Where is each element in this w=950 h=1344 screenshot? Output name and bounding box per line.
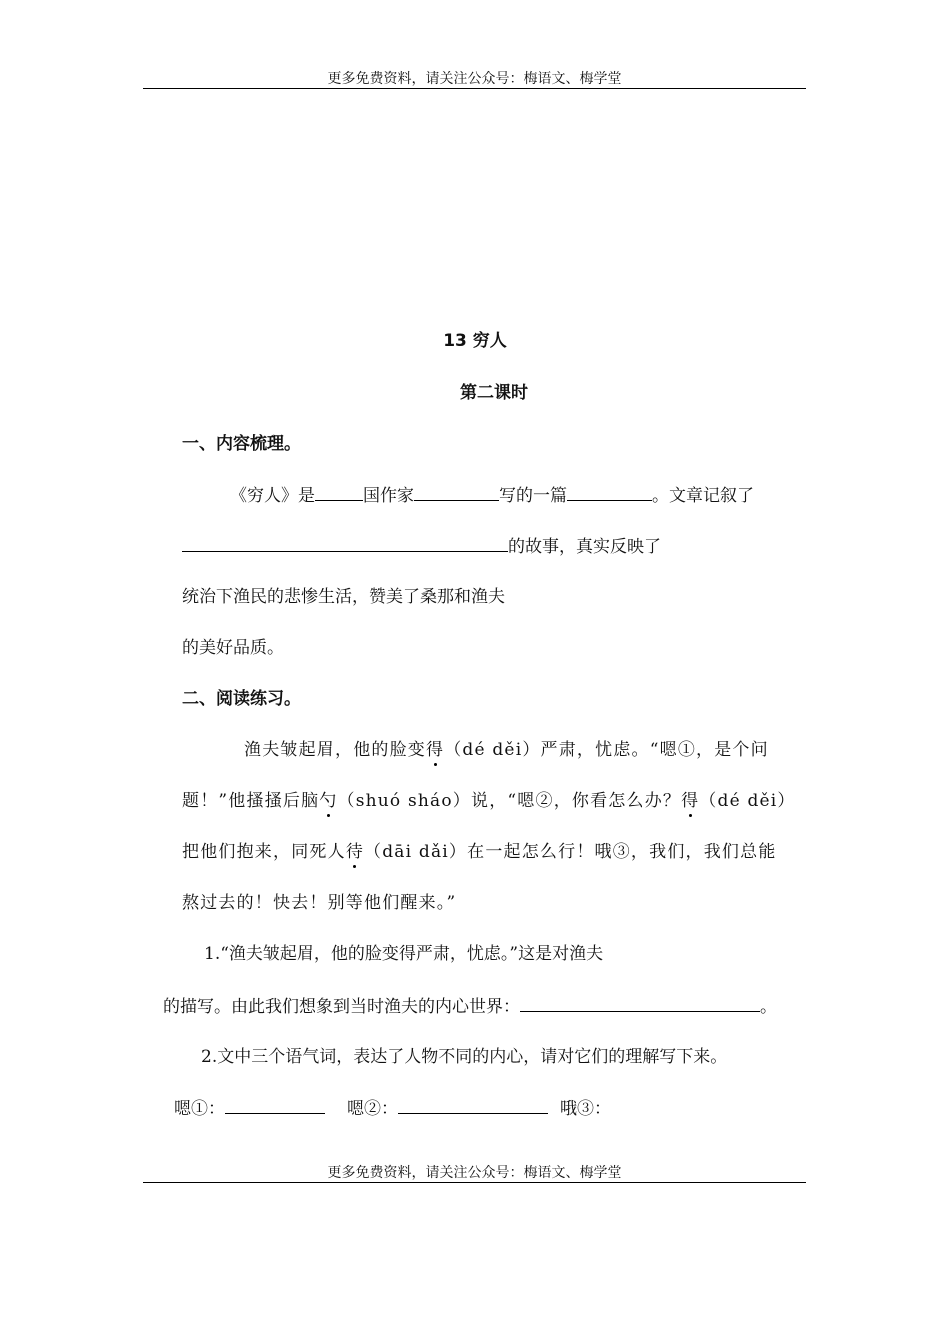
- answer-label-1: 嗯①：: [174, 1099, 225, 1119]
- page-footer: 更多免费资料，请关注公众号：梅语文、梅学堂: [327, 1165, 622, 1181]
- dotted-char: 得: [426, 740, 445, 760]
- passage-line-4: 熬过去的！快去！别等他们醒来。”: [182, 893, 457, 913]
- period-title: 第二课时: [460, 383, 528, 403]
- dotted-char: 待: [345, 842, 365, 862]
- lesson-title: 13 穷人: [443, 331, 507, 351]
- text-segment: （dé děi）: [699, 791, 796, 811]
- question2-line1: 2.文中三个语气词，表达了人物不同的内心，请对它们的理解写下来。: [201, 1047, 728, 1067]
- text-segment: 写的一篇: [499, 486, 567, 506]
- text-segment: （shuó sháo）说，“嗯②，你看怎么办？: [337, 791, 682, 811]
- text-segment: 题！”他搔搔后脑: [182, 791, 320, 811]
- blank-en2[interactable]: [398, 1097, 548, 1114]
- dotted-char: 勺: [319, 791, 338, 811]
- page-header: 更多免费资料，请关注公众号：梅语文、梅学堂: [327, 71, 622, 87]
- blank-en1[interactable]: [225, 1097, 325, 1114]
- blank-country[interactable]: [315, 484, 363, 501]
- passage-line-3: [182, 841, 777, 863]
- text-segment: 《穷人》是: [230, 486, 315, 506]
- text-segment: （dé děi）严肃，忧虑。“嗯①，是个问: [444, 740, 769, 760]
- header-rule: [143, 88, 806, 89]
- blank-genre[interactable]: [567, 484, 652, 501]
- blank-author[interactable]: [414, 484, 499, 501]
- text-segment: （dāi dǎi）在一起怎么行！哦③，我们，我们总能: [364, 842, 777, 862]
- question1-line1: 1.“渔夫皱起眉，他的脸变得严肃，忧虑。”这是对渔夫: [204, 944, 604, 964]
- passage-line-1: [244, 739, 769, 761]
- blank-inner-world[interactable]: [520, 995, 760, 1012]
- text-segment: 国作家: [363, 486, 414, 506]
- passage-line-2: [182, 790, 796, 812]
- text-segment: 的描写。由此我们想象到当时渔夫的内心世界：: [163, 997, 520, 1017]
- section1-line4: 的美好品质。: [182, 638, 284, 658]
- text-segment: 渔夫皱起眉，他的脸变: [244, 740, 426, 760]
- text-segment: 把他们抱来，同死人: [182, 842, 346, 862]
- section1-line2: [182, 535, 661, 558]
- text-segment: 的故事，真实反映了: [508, 537, 661, 557]
- section2-heading: 二、阅读练习。: [182, 689, 301, 709]
- dotted-char: 得: [681, 791, 700, 811]
- answer-label-2: 嗯②：: [347, 1099, 398, 1119]
- section1-heading: 一、内容梳理。: [182, 434, 301, 454]
- footer-rule: [143, 1182, 806, 1183]
- text-segment: 。文章记叙了: [652, 486, 754, 506]
- text-segment: 。: [760, 997, 777, 1017]
- answer-label-3: 哦③：: [560, 1099, 611, 1119]
- blank-story[interactable]: [182, 535, 508, 552]
- section1-line3: 统治下渔民的悲惨生活，赞美了桑那和渔夫: [182, 587, 505, 607]
- question1-line2: [163, 995, 777, 1018]
- section1-line1: [230, 484, 754, 507]
- question2-answers: [174, 1097, 611, 1120]
